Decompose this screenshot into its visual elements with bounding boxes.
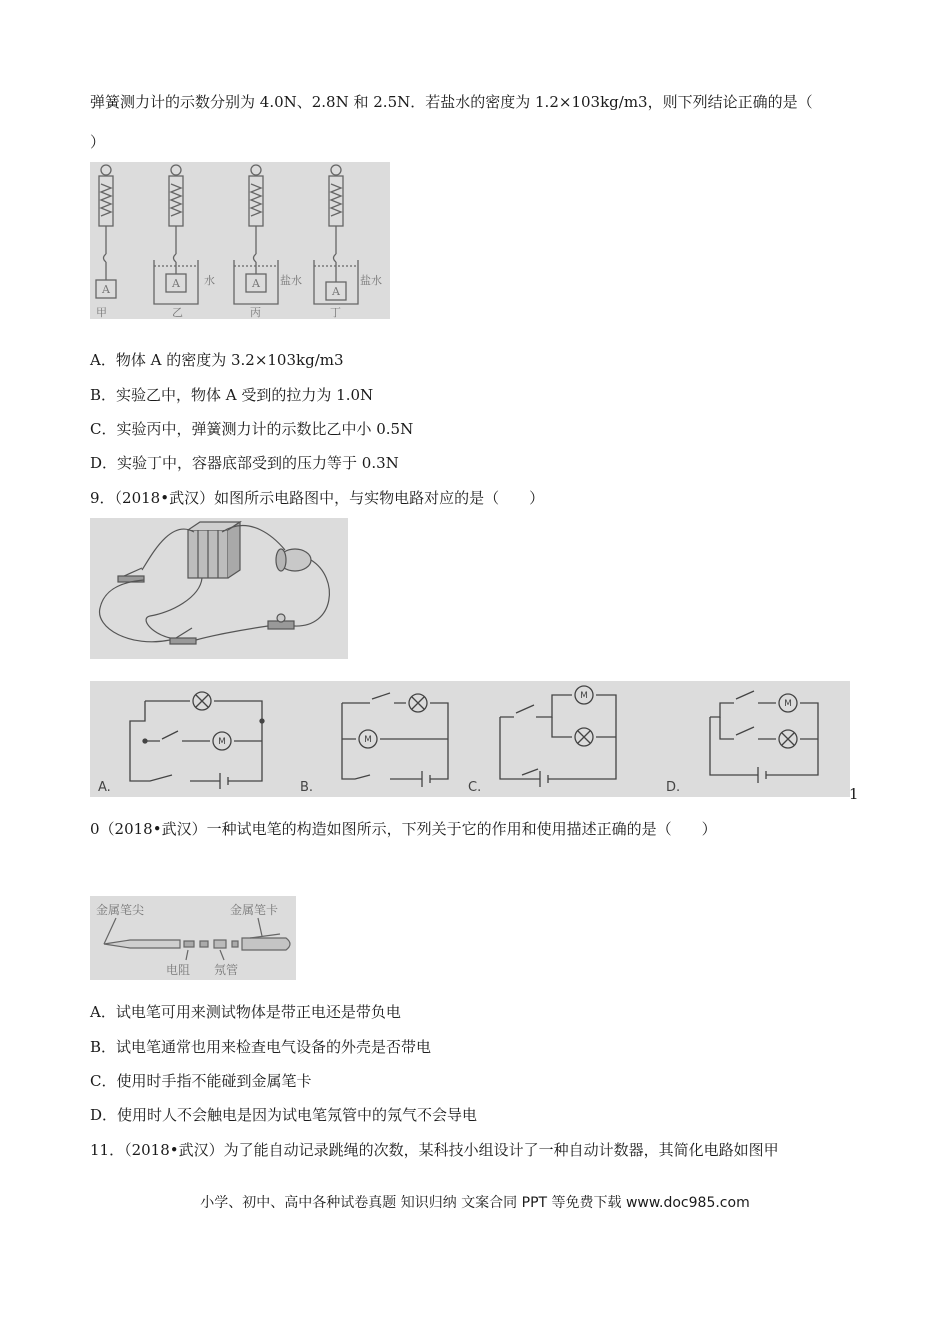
page-footer: 小学、初中、高中各种试卷真题 知识归纳 文案合同 PPT 等免费下载 www.doc985.com [200, 1195, 750, 1211]
spring-scale-ding [314, 165, 358, 304]
neon-tube-label: 氖管 [214, 963, 239, 977]
block-label-ding: A [332, 285, 340, 298]
motor-label-b: M [364, 735, 372, 745]
motor-label-c: M [580, 691, 588, 701]
switch-lower [170, 628, 196, 644]
saltwater-label-ding: 盐水 [360, 274, 382, 287]
q8-option-d: D．实验丁中，容器底部受到的压力等于 0.3N [90, 454, 399, 472]
q8-stem-line2: ） [90, 133, 106, 151]
circuit-option-a [130, 692, 264, 789]
circuit-option-c [500, 686, 616, 787]
circuit-option-d [710, 691, 818, 783]
block-label-bing: A [252, 277, 260, 290]
circuit-option-b [342, 693, 448, 787]
test-pen-figure [90, 896, 296, 980]
circuit-options-figure [90, 681, 850, 797]
label-bing: 丙 [250, 306, 261, 319]
pen-clip-label: 金属笔卡 [230, 903, 279, 917]
q8-option-a: A．物体 A 的密度为 3.2×103kg/m3 [90, 351, 344, 369]
saltwater-label-bing: 盐水 [280, 274, 302, 287]
circuit-label-c: C. [468, 780, 482, 795]
block-label-jia: A [102, 283, 110, 296]
q10-option-a: A．试电笔可用来测试物体是带正电还是带负电 [90, 1003, 401, 1021]
motor-label-a: M [218, 737, 226, 747]
q10-option-d: D．使用时人不会触电是因为试电笔氖管中的氖气不会导电 [90, 1106, 478, 1124]
block-label-yi: A [172, 277, 180, 290]
motor [276, 549, 311, 571]
physical-circuit-figure [90, 518, 348, 659]
label-jia: 甲 [96, 306, 107, 319]
battery-pack [188, 522, 240, 578]
spring-scale-figure [90, 162, 390, 319]
q10-option-b: B．试电笔通常也用来检查电气设备的外壳是否带电 [90, 1038, 432, 1056]
motor-label-d: M [784, 699, 792, 709]
bulb-holder [268, 614, 294, 629]
water-label: 水 [204, 274, 215, 287]
pen-tip-label: 金属笔尖 [96, 903, 145, 917]
label-yi: 乙 [172, 306, 183, 319]
circuit-label-b: B. [300, 780, 314, 795]
q10-stem: 0（2018•武汉）一种试电笔的构造如图所示，下列关于它的作用和使用描述正确的是（ ） [90, 820, 717, 838]
test-pen-body [104, 934, 290, 950]
spring-scale-jia [96, 165, 116, 298]
q11-stem: 11．（2018•武汉）为了能自动记录跳绳的次数，某科技小组设计了一种自动计数器，其简化电路如图甲 [90, 1141, 779, 1159]
q10-option-c: C．使用时手指不能碰到金属笔卡 [90, 1072, 312, 1090]
q9-stem: 9．（2018•武汉）如图所示电路图中，与实物电路对应的是（ ） [90, 489, 545, 507]
resistor-label: 电阻 [166, 963, 191, 977]
q8-option-c: C．实验丙中，弹簧测力计的示数比乙中小 0.5N [90, 420, 414, 438]
q8-option-b: B．实验乙中，物体 A 受到的拉力为 1.0N [90, 386, 374, 404]
circuit-label-a: A. [98, 780, 111, 795]
q8-stem-line1: 弹簧测力计的示数分别为 4.0N、2.8N 和 2.5N．若盐水的密度为 1.2×103kg/m3，则下列结论正确的是（ [90, 93, 813, 111]
circuit-label-d: D. [666, 780, 681, 795]
label-ding: 丁 [330, 306, 341, 319]
question-number-fragment: 1 [849, 785, 859, 803]
